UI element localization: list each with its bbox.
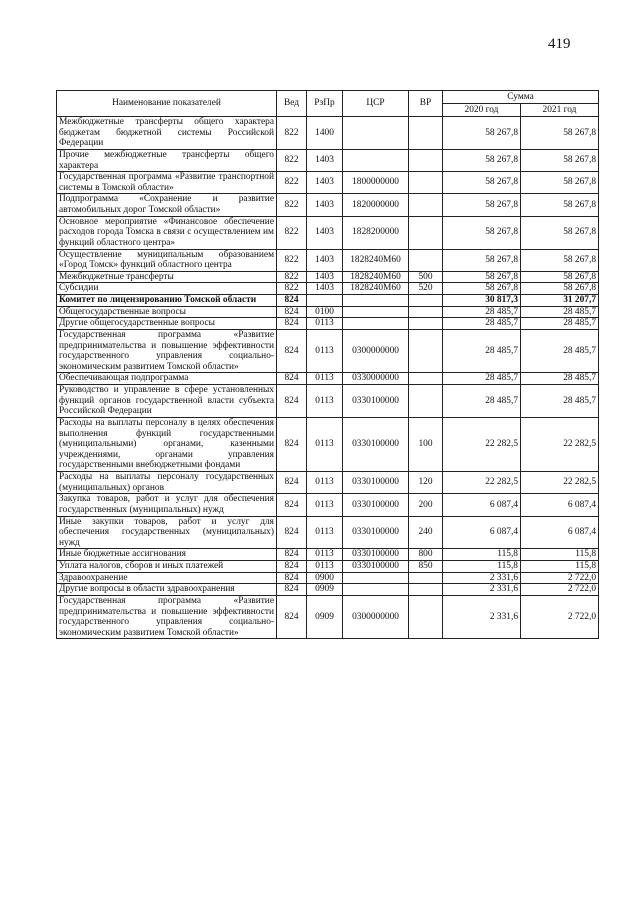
row-vr: [409, 149, 443, 171]
row-vr: [409, 584, 443, 596]
table-row: [57, 472, 599, 494]
row-sum-2020: 58 267,8: [443, 283, 521, 295]
row-sum-2020: 28 485,7: [443, 306, 521, 318]
row-csr: 1828240М60: [343, 283, 409, 295]
row-sum-2020: 28 485,7: [443, 373, 521, 385]
table-row: [57, 318, 599, 330]
row-vr: [409, 572, 443, 584]
row-sum-2020: 6 087,4: [443, 516, 521, 549]
row-ved: 822: [277, 117, 307, 150]
row-sum-2021: 22 282,5: [521, 472, 599, 494]
row-rzpr: 0113: [307, 373, 343, 385]
row-vr: 850: [409, 561, 443, 573]
row-sum-2021: 22 282,5: [521, 417, 599, 471]
row-vr: [409, 318, 443, 330]
row-sum-2021: 58 267,8: [521, 172, 599, 194]
row-sum-2021: 58 267,8: [521, 249, 599, 271]
row-name: Межбюджетные трансферты общего характера бюджетам бюджетной системы Российской Федерации: [57, 117, 277, 150]
row-name: Межбюджетные трансферты: [57, 271, 277, 283]
table-row: [57, 373, 599, 385]
row-ved: 822: [277, 172, 307, 194]
row-vr: [409, 373, 443, 385]
table-row: [57, 295, 599, 307]
row-sum-2020: 22 282,5: [443, 472, 521, 494]
row-sum-2021: 28 485,7: [521, 306, 599, 318]
row-ved: 824: [277, 329, 307, 373]
header-sum: Сумма: [443, 91, 599, 104]
row-csr: 1828240М60: [343, 271, 409, 283]
row-vr: 500: [409, 271, 443, 283]
row-rzpr: 1403: [307, 283, 343, 295]
row-vr: [409, 216, 443, 249]
table-row: [57, 249, 599, 271]
row-name: Другие вопросы в области здравоохранения: [57, 584, 277, 596]
row-ved: 824: [277, 494, 307, 516]
header-2021: 2021 год: [521, 104, 599, 117]
row-vr: [409, 117, 443, 150]
row-rzpr: 0113: [307, 385, 343, 418]
row-vr: [409, 329, 443, 373]
row-rzpr: 0113: [307, 561, 343, 573]
row-csr: [343, 306, 409, 318]
table-row: [57, 561, 599, 573]
row-csr: 0300000000: [343, 329, 409, 373]
row-sum-2021: 58 267,8: [521, 271, 599, 283]
row-ved: 824: [277, 595, 307, 639]
row-rzpr: 0113: [307, 329, 343, 373]
row-vr: [409, 595, 443, 639]
row-sum-2020: 6 087,4: [443, 494, 521, 516]
row-name: Другие общегосударственные вопросы: [57, 318, 277, 330]
table-row: [57, 385, 599, 418]
row-sum-2021: 58 267,8: [521, 194, 599, 216]
row-ved: 824: [277, 584, 307, 596]
row-rzpr: 0909: [307, 584, 343, 596]
row-vr: 120: [409, 472, 443, 494]
row-csr: 0330100000: [343, 385, 409, 418]
row-sum-2021: 28 485,7: [521, 318, 599, 330]
row-ved: 822: [277, 271, 307, 283]
row-vr: 800: [409, 549, 443, 561]
row-sum-2020: 2 331,6: [443, 595, 521, 639]
row-ved: 822: [277, 194, 307, 216]
row-sum-2020: 30 817,3: [443, 295, 521, 307]
row-sum-2020: 28 485,7: [443, 318, 521, 330]
row-ved: 824: [277, 561, 307, 573]
row-sum-2021: 28 485,7: [521, 329, 599, 373]
header-ved: Вед: [277, 91, 307, 117]
row-rzpr: 0113: [307, 318, 343, 330]
row-name: Иные бюджетные ассигнования: [57, 549, 277, 561]
row-sum-2020: 115,8: [443, 549, 521, 561]
row-csr: [343, 584, 409, 596]
table-row: [57, 595, 599, 639]
row-name: Расходы на выплаты персоналу государственных (муниципальных) органов: [57, 472, 277, 494]
row-csr: 0330000000: [343, 373, 409, 385]
row-rzpr: 1403: [307, 249, 343, 271]
row-rzpr: 1400: [307, 117, 343, 150]
row-csr: 0300000000: [343, 595, 409, 639]
table-body: [57, 117, 599, 639]
row-rzpr: 0113: [307, 472, 343, 494]
row-sum-2021: 58 267,8: [521, 283, 599, 295]
row-csr: 0330100000: [343, 516, 409, 549]
row-csr: 0330100000: [343, 494, 409, 516]
row-ved: 824: [277, 549, 307, 561]
row-name: Государственная программа «Развитие предпринимательства и повышение эффективности государственного управления социально-экономическим развитием Томской области»: [57, 595, 277, 639]
row-ved: 824: [277, 373, 307, 385]
row-sum-2021: 58 267,8: [521, 149, 599, 171]
header-name: Наименование показателей: [57, 91, 277, 117]
row-rzpr: [307, 295, 343, 307]
row-sum-2021: 2 722,0: [521, 572, 599, 584]
table-row: [57, 117, 599, 150]
row-sum-2020: 115,8: [443, 561, 521, 573]
row-sum-2021: 115,8: [521, 561, 599, 573]
row-name: Государственная программа «Развитие транспортной системы в Томской области»: [57, 172, 277, 194]
table-row: [57, 494, 599, 516]
row-sum-2021: 31 207,7: [521, 295, 599, 307]
row-vr: 520: [409, 283, 443, 295]
header-csr: ЦСР: [343, 91, 409, 117]
row-csr: 1828200000: [343, 216, 409, 249]
row-ved: 824: [277, 417, 307, 471]
row-rzpr: 0113: [307, 549, 343, 561]
row-name: Закупка товаров, работ и услуг для обеспечения государственных (муниципальных) нужд: [57, 494, 277, 516]
row-ved: 824: [277, 472, 307, 494]
row-ved: 822: [277, 216, 307, 249]
row-ved: 822: [277, 149, 307, 171]
row-name: Прочие межбюджетные трансферты общего характера: [57, 149, 277, 171]
table-row: [57, 271, 599, 283]
row-sum-2020: 28 485,7: [443, 385, 521, 418]
table-row: [57, 283, 599, 295]
row-name: Субсидии: [57, 283, 277, 295]
row-rzpr: 0100: [307, 306, 343, 318]
header-vr: ВР: [409, 91, 443, 117]
row-rzpr: 1403: [307, 216, 343, 249]
row-csr: [343, 117, 409, 150]
row-rzpr: 0113: [307, 417, 343, 471]
row-sum-2021: 28 485,7: [521, 385, 599, 418]
header-2020: 2020 год: [443, 104, 521, 117]
row-rzpr: 1403: [307, 194, 343, 216]
table-row: [57, 584, 599, 596]
row-sum-2020: 58 267,8: [443, 117, 521, 150]
row-csr: [343, 572, 409, 584]
row-name: Руководство и управление в сфере установленных функций органов государственной власти субъекта Российской Федерации: [57, 385, 277, 418]
row-sum-2020: 58 267,8: [443, 271, 521, 283]
row-vr: [409, 295, 443, 307]
row-ved: 824: [277, 516, 307, 549]
row-name: Основное мероприятие «Финансовое обеспечение расходов города Томска в связи с осуществлением им функций областного центра»: [57, 216, 277, 249]
row-name: Здравоохранение: [57, 572, 277, 584]
table-row: [57, 149, 599, 171]
row-name: Комитет по лицензированию Томской области: [57, 295, 277, 307]
row-rzpr: 0113: [307, 516, 343, 549]
row-sum-2020: 2 331,6: [443, 572, 521, 584]
row-vr: [409, 306, 443, 318]
row-csr: 1828240М60: [343, 249, 409, 271]
table-row: [57, 194, 599, 216]
row-rzpr: 1403: [307, 149, 343, 171]
row-sum-2021: 28 485,7: [521, 373, 599, 385]
row-sum-2020: 2 331,6: [443, 584, 521, 596]
row-sum-2020: 22 282,5: [443, 417, 521, 471]
row-vr: [409, 194, 443, 216]
row-sum-2021: 6 087,4: [521, 494, 599, 516]
row-csr: [343, 318, 409, 330]
row-csr: 0330100000: [343, 472, 409, 494]
row-sum-2021: 2 722,0: [521, 595, 599, 639]
row-vr: [409, 249, 443, 271]
row-rzpr: 0113: [307, 494, 343, 516]
row-name: Осуществление муниципальным образованием «Город Томск» функций областного центра: [57, 249, 277, 271]
table-row: [57, 417, 599, 471]
row-sum-2021: 58 267,8: [521, 216, 599, 249]
row-ved: 824: [277, 318, 307, 330]
row-sum-2020: 58 267,8: [443, 149, 521, 171]
row-sum-2020: 58 267,8: [443, 172, 521, 194]
row-csr: 1820000000: [343, 194, 409, 216]
row-csr: 1800000000: [343, 172, 409, 194]
row-name: Общегосударственные вопросы: [57, 306, 277, 318]
row-sum-2020: 58 267,8: [443, 249, 521, 271]
row-csr: 0330100000: [343, 561, 409, 573]
row-vr: 100: [409, 417, 443, 471]
row-rzpr: 1403: [307, 172, 343, 194]
row-sum-2021: 6 087,4: [521, 516, 599, 549]
row-rzpr: 1403: [307, 271, 343, 283]
table-row: [57, 549, 599, 561]
row-ved: 824: [277, 306, 307, 318]
row-csr: 0330100000: [343, 549, 409, 561]
row-name: Уплата налогов, сборов и иных платежей: [57, 561, 277, 573]
row-vr: [409, 385, 443, 418]
row-rzpr: 0900: [307, 572, 343, 584]
row-csr: 0330100000: [343, 417, 409, 471]
table-row: [57, 172, 599, 194]
row-vr: 200: [409, 494, 443, 516]
row-name: Расходы на выплаты персоналу в целях обеспечения выполнения функций государственными (муниципальными) органами, казенными учреждениями, органами управления государственными внебюджетными фондами: [57, 417, 277, 471]
row-sum-2021: 115,8: [521, 549, 599, 561]
row-ved: 822: [277, 249, 307, 271]
table-row: [57, 516, 599, 549]
row-name: Подпрограмма «Сохранение и развитие автомобильных дорог Томской области»: [57, 194, 277, 216]
row-vr: 240: [409, 516, 443, 549]
row-sum-2020: 58 267,8: [443, 194, 521, 216]
row-ved: 822: [277, 283, 307, 295]
table-row: [57, 329, 599, 373]
table-row: [57, 306, 599, 318]
row-ved: 824: [277, 572, 307, 584]
row-sum-2021: 58 267,8: [521, 117, 599, 150]
row-name: Иные закупки товаров, работ и услуг для обеспечения государственных (муниципальных) нужд: [57, 516, 277, 549]
table-row: [57, 216, 599, 249]
row-name: Обеспечивающая подпрограмма: [57, 373, 277, 385]
row-sum-2020: 58 267,8: [443, 216, 521, 249]
page-number: 419: [548, 36, 571, 52]
row-name: Государственная программа «Развитие предпринимательства и повышение эффективности государственного управления социально-экономическим развитием Томской области»: [57, 329, 277, 373]
row-vr: [409, 172, 443, 194]
row-csr: [343, 149, 409, 171]
row-ved: 824: [277, 385, 307, 418]
budget-table: [56, 90, 599, 639]
row-sum-2020: 28 485,7: [443, 329, 521, 373]
row-ved: 824: [277, 295, 307, 307]
row-csr: [343, 295, 409, 307]
table-row: [57, 572, 599, 584]
header-rzpr: РзПр: [307, 91, 343, 117]
row-rzpr: 0909: [307, 595, 343, 639]
row-sum-2021: 2 722,0: [521, 584, 599, 596]
